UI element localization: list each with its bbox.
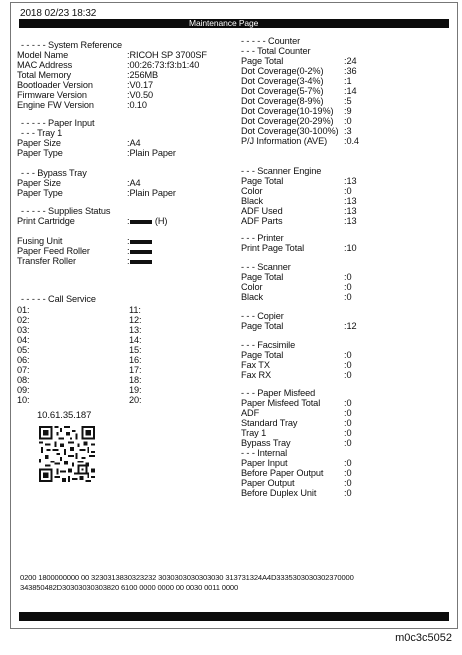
print-date: 2018 02/23 18:32: [20, 8, 97, 19]
facsimile-row-label: Page Total: [241, 350, 284, 360]
counter-row-value: :3: [344, 126, 352, 136]
counter-row-value: :36: [344, 66, 357, 76]
misfeed-row-value: :0: [344, 428, 352, 438]
counter-row-label: Dot Coverage(10-19%): [241, 106, 334, 116]
supply-unit-label: Transfer Roller: [17, 256, 76, 266]
supply-unit-label: Paper Feed Roller: [17, 246, 90, 256]
system-row-label: Bootloader Version: [17, 80, 93, 90]
scanner-engine-heading: - - - Scanner Engine: [241, 166, 322, 176]
facsimile-row-value: :0: [344, 370, 352, 380]
misfeed-row-value: :0: [344, 418, 352, 428]
internal-row-value: :0: [344, 468, 352, 478]
call-service-slot: 10:: [17, 395, 30, 405]
counter-row-value: :9: [344, 106, 352, 116]
counter-row-label: Page Total: [241, 56, 284, 66]
scanner-row-value: :0: [344, 282, 352, 292]
call-service-slot: 04:: [17, 335, 30, 345]
supply-unit-label: Fusing Unit: [17, 236, 63, 246]
bypass-row-value: :A4: [127, 178, 141, 188]
diagnostic-code-line-1: 0200 1800000000 00 3230313830323232 3030303030303030 313731324A4D3335303030302370000: [20, 573, 354, 582]
printer-heading: - - - Printer: [241, 233, 284, 243]
maintenance-page-sheet: [10, 2, 458, 629]
misfeed-row-label: Paper Misfeed Total: [241, 398, 321, 408]
tray1-row-value: :A4: [127, 138, 141, 148]
printer-row-value: :10: [344, 243, 357, 253]
supply-unit-level: :: [127, 256, 152, 266]
call-service-slot: 06:: [17, 355, 30, 365]
call-service-slot: 08:: [17, 375, 30, 385]
call-service-slot: 17:: [129, 365, 142, 375]
internal-heading: - - - Internal: [241, 448, 288, 458]
internal-row-label: Paper Input: [241, 458, 288, 468]
supply-unit-level: :: [127, 236, 152, 246]
scanner-row-label: Page Total: [241, 272, 284, 282]
scanner-engine-row-value: :13: [344, 206, 357, 216]
facsimile-row-label: Fax TX: [241, 360, 270, 370]
diagnostic-code-line-2: 343850482D30303030303820 6100 0000 0000 00 0030 0011 0000: [20, 583, 239, 592]
internal-row-label: Before Duplex Unit: [241, 488, 317, 498]
tray1-row-value: :Plain Paper: [127, 148, 176, 158]
call-service-slot: 09:: [17, 385, 30, 395]
call-service-slot: 19:: [129, 385, 142, 395]
level-code: (H): [154, 216, 168, 226]
misfeed-row-label: Bypass Tray: [241, 438, 291, 448]
counter-row-value: :5: [344, 96, 352, 106]
call-service-slot: 03:: [17, 325, 30, 335]
call-service-slot: 11:: [129, 305, 141, 315]
level-bar: [130, 260, 152, 264]
scanner-engine-row-label: Page Total: [241, 176, 284, 186]
call-service-slot: 14:: [129, 335, 142, 345]
call-service-slot: 05:: [17, 345, 30, 355]
internal-row-value: :0: [344, 478, 352, 488]
misfeed-row-value: :0: [344, 398, 352, 408]
misfeed-row-label: Tray 1: [241, 428, 267, 438]
tray1-row-label: Paper Type: [17, 148, 63, 158]
scanner-row-label: Black: [241, 292, 263, 302]
facsimile-row-label: Fax RX: [241, 370, 272, 380]
tray1-heading: - - - Tray 1: [21, 128, 63, 138]
paper-misfeed-heading: - - - Paper Misfeed: [241, 388, 316, 398]
system-row-label: Model Name: [17, 50, 69, 60]
print-cartridge-level: : (H): [127, 216, 168, 226]
supplies-status-heading: - - - - - Supplies Status: [21, 206, 111, 216]
counter-row-value: :0.4: [344, 136, 359, 146]
misfeed-row-label: ADF: [241, 408, 260, 418]
level-bar: [130, 220, 152, 224]
print-cartridge-label: Print Cartridge: [17, 216, 75, 226]
call-service-slot: 20:: [129, 395, 142, 405]
scanner-engine-row-value: :13: [344, 176, 357, 186]
system-row-value: :0.10: [127, 100, 147, 110]
scanner-engine-row-label: ADF Used: [241, 206, 283, 216]
bypass-row-label: Paper Size: [17, 178, 61, 188]
internal-row-label: Paper Output: [241, 478, 295, 488]
counter-row-label: Dot Coverage(0-2%): [241, 66, 324, 76]
misfeed-row-label: Standard Tray: [241, 418, 298, 428]
supply-unit-level: :: [127, 246, 152, 256]
system-row-label: Engine FW Version: [17, 100, 94, 110]
call-service-slot: 07:: [17, 365, 30, 375]
facsimile-row-value: :0: [344, 360, 352, 370]
system-row-value: :RICOH SP 3700SF: [127, 50, 207, 60]
footer-bar: [19, 612, 449, 621]
call-service-heading: - - - - - Call Service: [21, 294, 96, 304]
misfeed-row-value: :0: [344, 408, 352, 418]
counter-row-value: :1: [344, 76, 352, 86]
system-reference-heading: - - - - - System Reference: [21, 40, 123, 50]
page-title: Maintenance Page: [186, 19, 261, 28]
counter-row-label: Dot Coverage(20-29%): [241, 116, 334, 126]
counter-row-value: :14: [344, 86, 357, 96]
counter-row-value: :0: [344, 116, 352, 126]
scanner-engine-row-label: Color: [241, 186, 263, 196]
level-bar: [130, 240, 152, 244]
system-row-value: :256MB: [127, 70, 159, 80]
call-service-slot: 02:: [17, 315, 30, 325]
system-row-label: Total Memory: [17, 70, 71, 80]
counter-row-label: Dot Coverage(8-9%): [241, 96, 324, 106]
counter-row-label: Dot Coverage(5-7%): [241, 86, 324, 96]
scanner-engine-row-value: :13: [344, 216, 357, 226]
scanner-row-value: :0: [344, 272, 352, 282]
scanner-row-label: Color: [241, 282, 263, 292]
tray1-row-label: Paper Size: [17, 138, 61, 148]
internal-row-value: :0: [344, 458, 352, 468]
facsimile-heading: - - - Facsimile: [241, 340, 296, 350]
system-row-label: Firmware Version: [17, 90, 87, 100]
call-service-slot: 18:: [129, 375, 142, 385]
level-bar: [130, 250, 152, 254]
system-row-label: MAC Address: [17, 60, 73, 70]
bypass-tray-heading: - - - Bypass Tray: [21, 168, 87, 178]
copier-heading: - - - Copier: [241, 311, 284, 321]
system-row-value: :V0.17: [127, 80, 153, 90]
counter-row-label: Dot Coverage(30-100%): [241, 126, 339, 136]
ip-address: 10.61.35.187: [37, 410, 92, 421]
internal-row-label: Before Paper Output: [241, 468, 324, 478]
facsimile-row-value: :0: [344, 350, 352, 360]
counter-row-value: :24: [344, 56, 357, 66]
printer-row-label: Print Page Total: [241, 243, 305, 253]
counter-heading: - - - - - Counter: [241, 36, 301, 46]
counter-row-label: Dot Coverage(3-4%): [241, 76, 324, 86]
call-service-slot: 01:: [17, 305, 30, 315]
scanner-engine-row-value: :0: [344, 186, 352, 196]
figure-caption: m0c3c5052: [395, 632, 452, 644]
scanner-engine-row-label: ADF Parts: [241, 216, 283, 226]
total-counter-heading: - - - Total Counter: [241, 46, 311, 56]
copier-row-label: Page Total: [241, 321, 284, 331]
qr-code: [39, 426, 95, 482]
system-row-value: :V0.50: [127, 90, 153, 100]
copier-row-value: :12: [344, 321, 357, 331]
internal-row-value: :0: [344, 488, 352, 498]
scanner-row-value: :0: [344, 292, 352, 302]
misfeed-row-value: :0: [344, 438, 352, 448]
bypass-row-value: :Plain Paper: [127, 188, 176, 198]
call-service-slot: 13:: [129, 325, 142, 335]
call-service-slot: 12:: [129, 315, 142, 325]
system-row-value: :00:26:73:f3:b1:40: [127, 60, 200, 70]
scanner-heading: - - - Scanner: [241, 262, 291, 272]
bypass-row-label: Paper Type: [17, 188, 63, 198]
paper-input-heading: - - - - - Paper Input: [21, 118, 95, 128]
scanner-engine-row-label: Black: [241, 196, 263, 206]
call-service-slot: 16:: [129, 355, 142, 365]
counter-row-label: P/J Information (AVE): [241, 136, 328, 146]
call-service-slot: 15:: [129, 345, 142, 355]
scanner-engine-row-value: :13: [344, 196, 357, 206]
